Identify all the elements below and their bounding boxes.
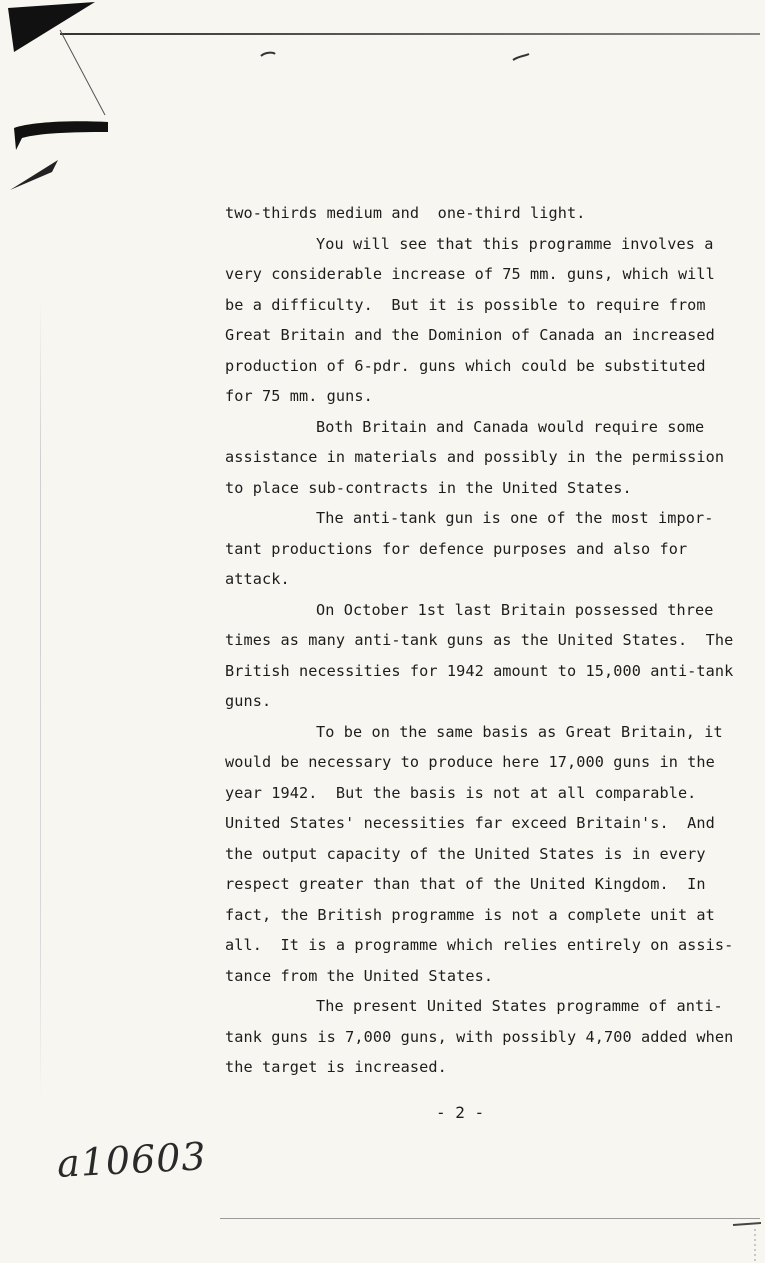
text-line: Both Britain and Canada would require some [316, 417, 705, 436]
text-line: to place sub-contracts in the United States. [225, 478, 632, 497]
text-line: tance from the United States. [225, 966, 494, 985]
text-line: be a difficulty. But it is possible to require from [225, 295, 706, 314]
text-line: attack. [225, 570, 290, 588]
text-line: You will see that this programme involves a [316, 234, 714, 253]
body-text [225, 198, 735, 1083]
left-margin-shadow [40, 300, 41, 1100]
text-line: To be on the same basis as Great Britain, it [316, 722, 723, 741]
text-line: respect greater than that of the United Kingdom. In [225, 875, 706, 893]
text-line: times as many anti-tank guns as the United States. The [225, 631, 734, 649]
page-number: - 2 - [436, 1103, 485, 1122]
text-line: all. It is a programme which relies entirely on assis- [225, 936, 734, 954]
bottom-corner-marks [725, 1215, 765, 1263]
corner-fold-mark [0, 0, 130, 200]
text-line: Great Britain and the Dominion of Canada an increased [225, 326, 715, 344]
text-line: fact, the British programme is not a complete unit at [225, 905, 715, 924]
text-line: tant productions for defence purposes and also for [225, 539, 688, 558]
text-line: On October 1st last Britain possessed three [316, 600, 714, 619]
text-line: tank guns is 7,000 guns, with possibly 4,700 added when [225, 1027, 734, 1046]
text-line: for 75 mm. guns. [225, 387, 373, 405]
text-line: guns. [225, 692, 272, 710]
top-ink-marks [255, 44, 535, 68]
text-line: very considerable increase of 75 mm. guns, which will [225, 265, 715, 283]
text-line: two-thirds medium and one-third light. [225, 204, 586, 222]
text-line: year 1942. But the basis is not at all comparable. [225, 783, 697, 802]
text-line: production of 6-pdr. guns which could be substituted [225, 356, 706, 375]
handwritten-reference-number: a10603 [55, 1134, 208, 1186]
bottom-edge-rule [220, 1218, 760, 1219]
text-line: The present United States programme of anti- [316, 997, 723, 1015]
text-line: United States' necessities far exceed Britain's. And [225, 814, 715, 832]
text-line: British necessities for 1942 amount to 15,000 anti-tank [225, 661, 734, 680]
text-line: the target is increased. [225, 1058, 447, 1076]
top-edge-rule [60, 33, 760, 35]
text-line: assistance in materials and possibly in the permission [225, 448, 725, 466]
text-line: the output capacity of the United States is in every [225, 844, 706, 863]
text-line: would be necessary to produce here 17,000 guns in the [225, 753, 715, 771]
text-line: The anti-tank gun is one of the most impor- [316, 509, 714, 527]
